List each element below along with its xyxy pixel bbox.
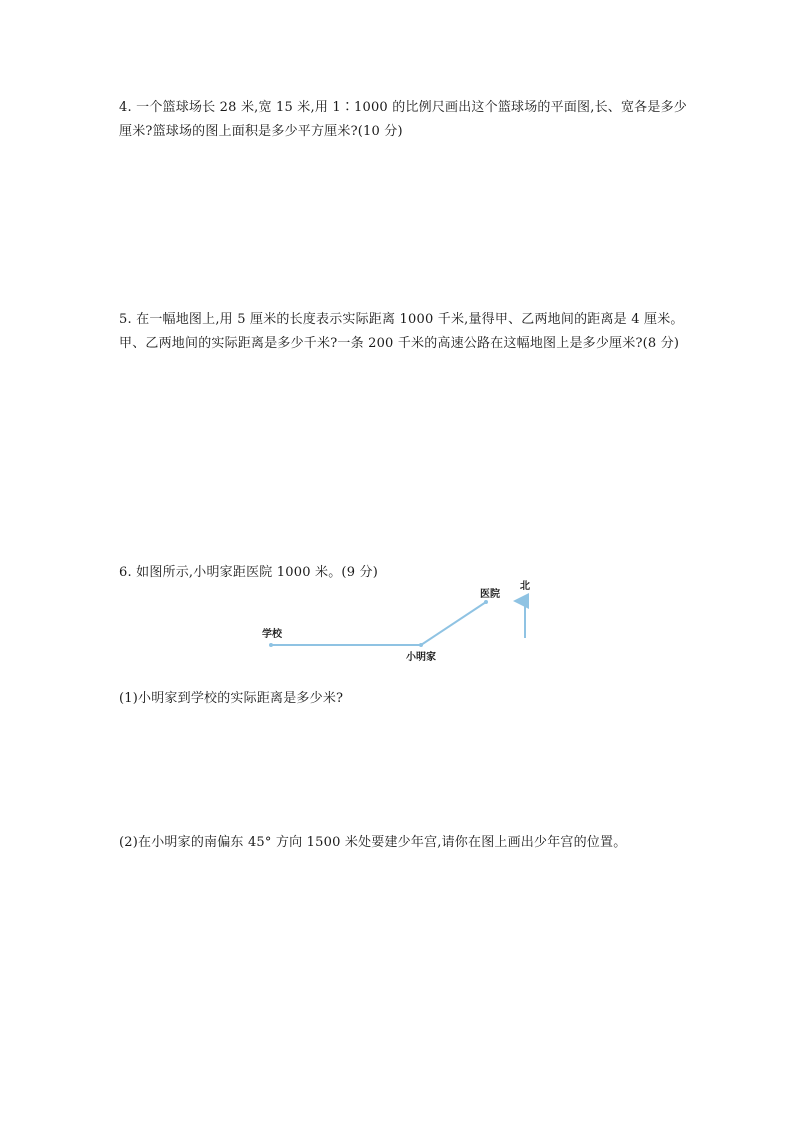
question-6-part-1: (1)小明家到学校的实际距离是多少米? xyxy=(119,691,344,706)
home-point xyxy=(419,643,423,647)
question-6: 6. 如图所示,小明家距医院 1000 米。(9 分) xyxy=(119,565,378,580)
school-point xyxy=(269,643,273,647)
question-6-part-2: (2)在小明家的南偏东 45° 方向 1500 米处要建少年宫,请你在图上画出少年宫的位置。 xyxy=(119,835,627,850)
hospital-label: 医院 xyxy=(480,589,500,600)
hospital-point xyxy=(484,600,488,604)
home-label: 小明家 xyxy=(406,652,436,663)
home-hospital-line xyxy=(421,602,486,645)
school-label: 学校 xyxy=(262,629,282,640)
question-5: 5. 在一幅地图上,用 5 厘米的长度表示实际距离 1000 千米,量得甲、乙两地间的距离是 4 厘米。甲、乙两地间的实际距离是多少千米?一条 200 千米的高速公路在这幅地图上是多少厘米?(8 分) xyxy=(119,312,684,351)
question-4: 4. 一个篮球场长 28 米,宽 15 米,用 1∶1000 的比例尺画出这个篮球场的平面图,长、宽各是多少厘米?篮球场的图上面积是多少平方厘米?(10 分) xyxy=(119,100,687,139)
north-label: 北 xyxy=(520,581,530,592)
